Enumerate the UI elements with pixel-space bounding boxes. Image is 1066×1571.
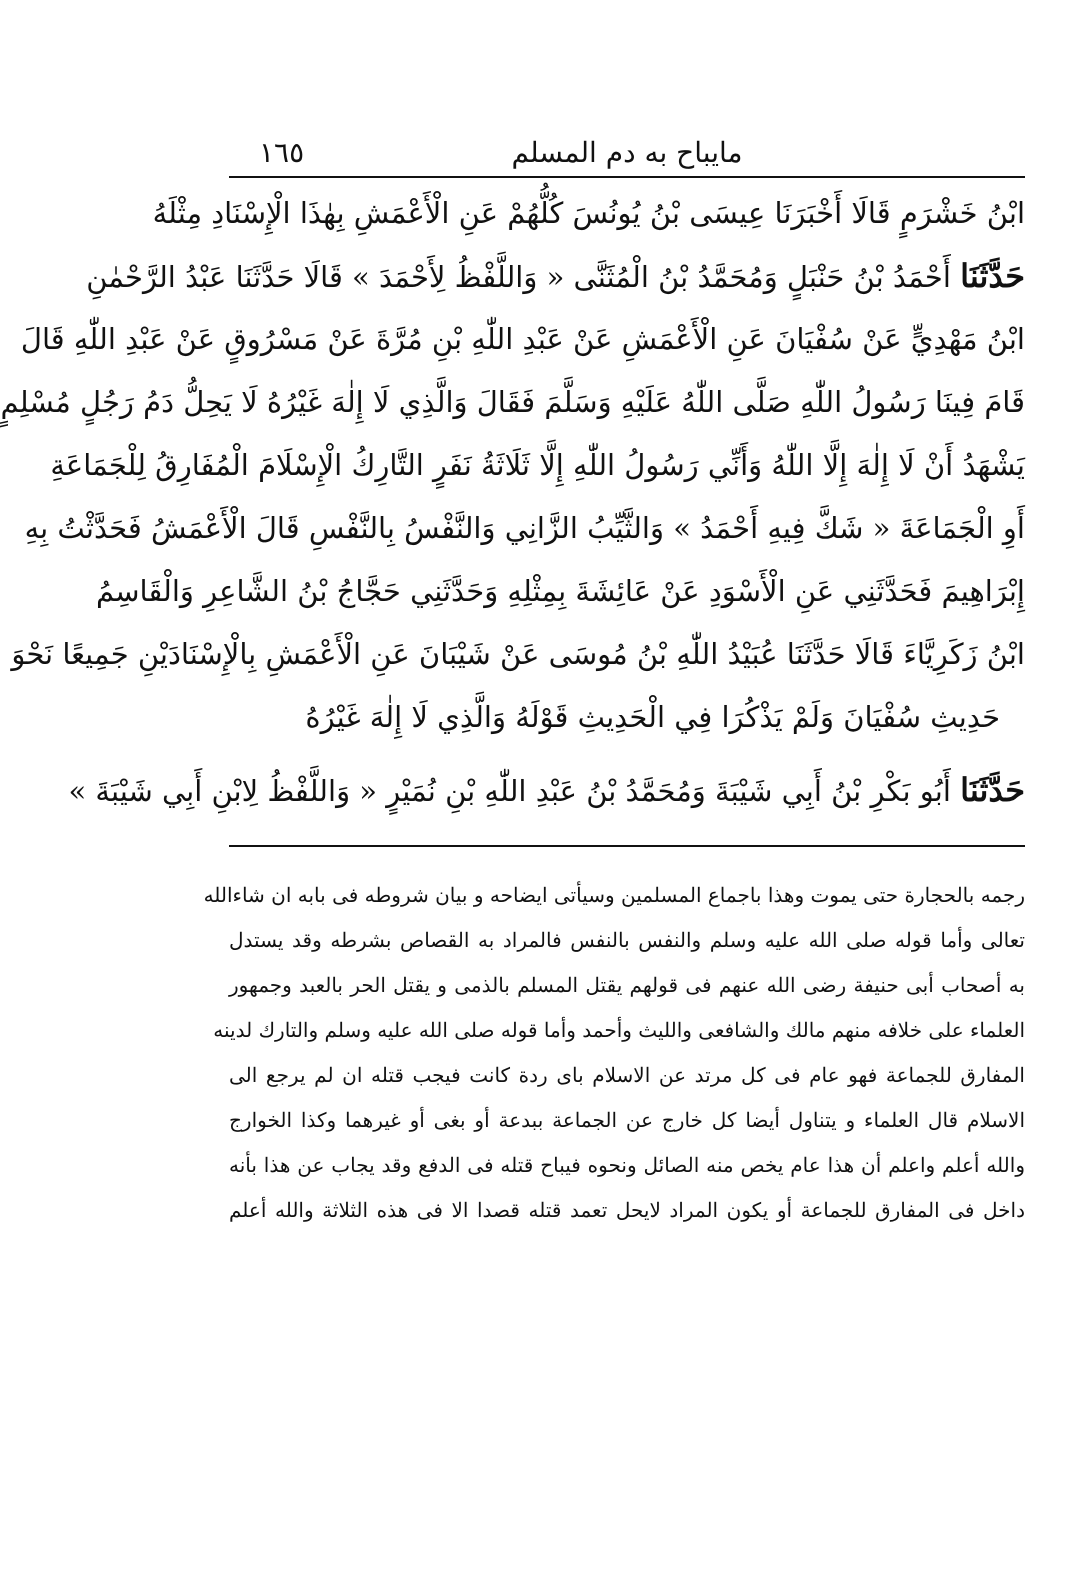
page-number: ١٦٥	[259, 136, 305, 169]
hadith-line	[0, 371, 1025, 434]
hadith-line	[24, 497, 1025, 560]
hadith-line-text: ابْنُ خَشْرَمٍ قَالَا أَخْبَرَنَا عِيسَى بْنُ يُونُسَ كُلُّهُمْ عَنِ الْأَعْمَشِ بِهٰذَا الْإِسْنَادِ مِثْلَهُ	[152, 196, 1025, 230]
hadith-line-text: حَدِيثِ سُفْيَانَ وَلَمْ يَذْكُرَا فِي الْحَدِيثِ قَوْلَهُ وَالَّذِي لَا إِلٰهَ غَيْرُهُ	[305, 700, 1000, 734]
hadith-text-block	[0, 182, 1025, 819]
page-header	[229, 130, 1025, 178]
hadith-line-text: أَوِ الْجَمَاعَةَ « شَكَّ فِيهِ أَحْمَدُ » وَالثَّيِّبُ الزَّانِي وَالنَّفْسُ بِالنَّفْسِ قَالَ الْأَعْمَشُ فَحَدَّثْتُ بِهِ	[24, 511, 1025, 545]
narration-lead-word: حَدَّثَنَا	[960, 257, 1025, 295]
hadith-line	[86, 245, 1025, 308]
hadith-line	[50, 434, 1025, 497]
page	[0, 130, 1025, 1233]
hadith-line-text: ابْنُ زَكَرِيَّاءَ قَالَا حَدَّثَنَا عُبَيْدُ اللّٰهِ بْنُ مُوسَى عَنْ شَيْبَانَ عَنِ الْأَعْمَشِ بِالْإِسْنَادَيْنِ جَمِيعًا نَحْوَ	[11, 637, 1025, 671]
hadith-line-text: أَبُو بَكْرِ بْنُ أَبِي شَيْبَةَ وَمُحَمَّدُ بْنُ عَبْدِ اللّٰهِ بْنِ نُمَيْرٍ « وَاللَّفْظُ لِابْنِ أَبِي شَيْبَةَ »	[68, 774, 951, 808]
commentary-line: رجمه بالحجارة حتى يموت وهذا باجماع المسلمين وسيأتى ايضاحه و بيان شروطه فى بابه ان شاءالله	[203, 883, 1025, 907]
chapter-title: مايباح به دم المسلم	[511, 136, 743, 169]
section-divider	[229, 845, 1025, 847]
hadith-line-text: ابْنُ مَهْدِيٍّ عَنْ سُفْيَانَ عَنِ الْأَعْمَشِ عَنْ عَبْدِ اللّٰهِ بْنِ مُرَّةَ عَنْ مَسْرُوقٍ عَنْ عَبْدِ اللّٰهِ قَالَ	[20, 322, 1025, 356]
commentary-block	[203, 873, 1025, 1233]
commentary-line: العلماء على خلافه منهم مالك والشافعى والليث وأحمد وأما قوله صلى الله عليه وسلم والتارك لدينه	[213, 1018, 1025, 1042]
hadith-line	[68, 759, 1025, 819]
hadith-line-text: يَشْهَدُ أَنْ لَا إِلٰهَ إِلَّا اللّٰهُ وَأَنِّي رَسُولُ اللّٰهِ إِلَّا ثَلَاثَةُ نَفَرٍ التَّارِكُ الْإِسْلَامَ الْمُفَارِقُ لِلْجَمَاعَةِ	[50, 448, 1025, 482]
commentary-line: والله أعلم واعلم أن هذا عام يخص منه الصائل ونحوه فيباح قتله فى الدفع وقد يجاب عن هذا بأنه	[229, 1153, 1025, 1177]
commentary-line: به أصحاب أبى حنيفة رضى الله عنهم فى قولهم يقتل المسلم بالذمى و يقتل الحر بالعبد وجمهور	[229, 973, 1025, 997]
commentary-line: تعالى وأما قوله صلى الله عليه وسلم والنفس بالنفس فالمراد به القصاص بشرطه وقد يستدل	[229, 928, 1025, 952]
hadith-line	[229, 686, 1025, 749]
narration-lead-word: حَدَّثَنَا	[960, 771, 1025, 809]
hadith-line-text: أَحْمَدُ بْنُ حَنْبَلٍ وَمُحَمَّدُ بْنُ الْمُثَنَّى « وَاللَّفْظُ لِأَحْمَدَ » قَالَا حَدَّثَنَا عَبْدُ الرَّحْمٰنِ	[86, 260, 951, 294]
hadith-line	[11, 623, 1025, 686]
commentary-line: المفارق للجماعة فهو عام فى كل مرتد عن الاسلام باى ردة كانت فيجب قتله ان لم يرجع الى	[229, 1063, 1025, 1087]
hadith-line-text: إِبْرَاهِيمَ فَحَدَّثَنِي عَنِ الْأَسْوَدِ عَنْ عَائِشَةَ بِمِثْلِهِ وَحَدَّثَنِي حَجَّاجُ بْنُ الشَّاعِرِ وَالْقَاسِمُ	[95, 574, 1025, 608]
commentary-line: داخل فى المفارق للجماعة أو يكون المراد لايحل تعمد قتله قصدا الا فى هذه الثلاثة والله أعلم	[229, 1198, 1025, 1222]
commentary-line: الاسلام قال العلماء و يتناول أيضا كل خارج عن الجماعة ببدعة أو بغى أو غيرهما وكذا الخوارج	[229, 1108, 1025, 1132]
hadith-line	[152, 182, 1025, 245]
hadith-line-text: قَامَ فِينَا رَسُولُ اللّٰهِ صَلَّى اللّٰهُ عَلَيْهِ وَسَلَّمَ فَقَالَ وَالَّذِي لَا إِلٰهَ غَيْرُهُ لَا يَحِلُّ دَمُ رَجُلٍ مُسْلِمٍ	[0, 385, 1025, 419]
hadith-line	[20, 308, 1025, 371]
hadith-line	[95, 560, 1025, 623]
